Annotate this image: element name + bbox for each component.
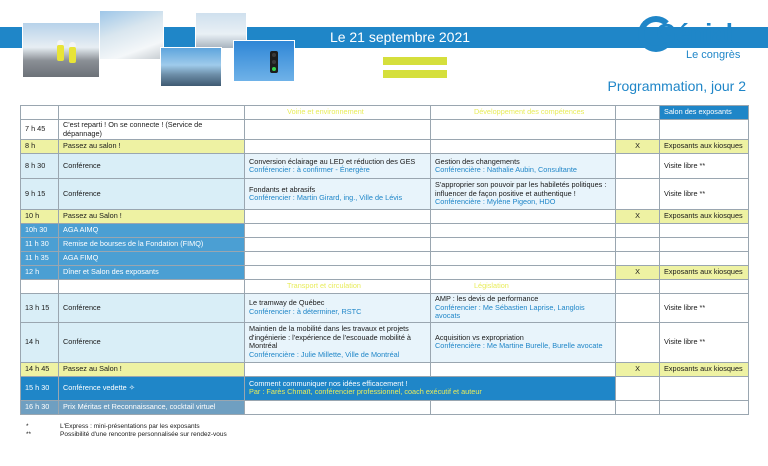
photo-flooded-field [160, 47, 222, 87]
photo-snowplow [99, 10, 164, 60]
footnote-visit: ** Possibilité d'une rencontre personnalisée sur rendez-vous [26, 431, 227, 438]
table-subheader [21, 280, 749, 294]
table-row: 9 h 15 Conférence Fondants et abrasifs Conférencier : Martin Girard, ing., Ville de Lévis S'approprier son pouvoir par les habiletés politiques : influencer de façon positive et authentique ! Conférencière : Mylène Pigeon, HDO Visite libre ** [21, 179, 749, 210]
program-table [20, 105, 749, 415]
table-row: 7 h 45 C'est reparti ! On se connecte ! (Service de dépannage) [21, 120, 749, 140]
logo-wordmark: Génial [656, 18, 733, 48]
col-salon-header: Salon des exposants [660, 106, 749, 120]
page-title: Programmation, jour 2 [607, 78, 746, 94]
table-row: 12 h Dîner et Salon des exposants X Exposants aux kiosques [21, 266, 749, 280]
table-row: 14 h Conférence Maintien de la mobilité dans les travaux et projets d'ingénierie : l'expérience de l'escouade mobilité à Montréal Conférencière : Julie Millette, Ville de Montréal Acquisition vs expropriation Conférencière : Me Martine Burelle, Burelle avocate Visite libre ** [21, 322, 749, 362]
logo-subtitle: Le congrès [686, 49, 741, 61]
session-a-cell: Le tramway de Québec Conférencier : à déterminer, RSTC [245, 294, 431, 323]
session-b-cell: Acquisition vs expropriation Conférencière : Me Martine Burelle, Burelle avocate [431, 322, 616, 362]
photo-traffic-light [233, 40, 295, 82]
table-row: 8 h 30 Conférence Conversion éclairage au LED et réduction des GES Conférencier : à confirmer - Énergère Gestion des changements Conférencière : Nathalie Aubin, Consultante Visite libre ** [21, 154, 749, 179]
table-row: 11 h 30 Remise de bourses de la Fondation (FIMQ) [21, 238, 749, 252]
decor-bar-bottom [383, 70, 447, 78]
table-row: 10 h Passez au Salon ! X Exposants aux kiosques [21, 210, 749, 224]
session-b-cell: Gestion des changements Conférencière : Nathalie Aubin, Consultante [431, 154, 616, 179]
featured-talk-cell: Comment communiquer nos idées efficacement ! Par : Farès Chmaït, conférencier professionnel, coach exécutif et auteur [245, 376, 616, 400]
event-date: Le 21 septembre 2021 [329, 29, 471, 45]
footnote-express: * L'Express : mini-présentations par les exposants [26, 423, 200, 430]
col-session-a-header-2: Session A : Transport et circulation [245, 280, 431, 294]
table-row: 14 h 45 Passez au Salon ! X Exposants aux kiosques [21, 362, 749, 376]
session-b-cell: S'approprier son pouvoir par les habiletés politiques : influencer de façon positive et authentique ! Conférencière : Mylène Pigeon, HDO [431, 179, 616, 210]
col-session-a-header: Session A : Voirie et environnement [245, 106, 431, 120]
session-b-cell: AMP : les devis de performance Conférencier : Me Sébastien Laprise, Langlois avocats [431, 294, 616, 323]
table-row: 16 h 30 Prix Méritas et Reconnaissance, cocktail virtuel [21, 400, 749, 414]
table-row: 13 h 15 Conférence Le tramway de Québec Conférencier : à déterminer, RSTC AMP : les devis de performance Conférencier : Me Sébastien Laprise, Langlois avocats Visite libre ** [21, 294, 749, 323]
photo-workers [22, 22, 100, 78]
col-express-header: L'Express* [616, 106, 660, 120]
decor-bar-top [383, 57, 447, 65]
featured-talk-label: Conférence vedette ✧ [59, 376, 245, 400]
table-header [21, 106, 749, 120]
col-session-b-header-2: Session B : Législation [431, 280, 616, 294]
col-session-b-header: Session B : Développement des compétences [431, 106, 616, 120]
table-row: 15 h 30 Conférence vedette ✧ Comment communiquer nos idées efficacement ! Par : Farès Chmaït, conférencier professionnel, coach exécutif et auteur [21, 376, 749, 400]
session-a-cell: Fondants et abrasifs Conférencier : Martin Girard, ing., Ville de Lévis [245, 179, 431, 210]
table-row: 10h 30 AGA AIMQ [21, 224, 749, 238]
session-a-cell: Conversion éclairage au LED et réduction des GES Conférencier : à confirmer - Énergère [245, 154, 431, 179]
table-row: 8 h Passez au salon ! X Exposants aux kiosques [21, 140, 749, 154]
col-program-header: Au programme... [59, 106, 245, 120]
genial-logo [638, 16, 766, 64]
session-a-cell: Maintien de la mobilité dans les travaux et projets d'ingénierie : l'expérience de l'escouade mobilité à Montréal Conférencière : Julie Millette, Ville de Montréal [245, 322, 431, 362]
table-row: 11 h 35 AGA FIMQ [21, 252, 749, 266]
